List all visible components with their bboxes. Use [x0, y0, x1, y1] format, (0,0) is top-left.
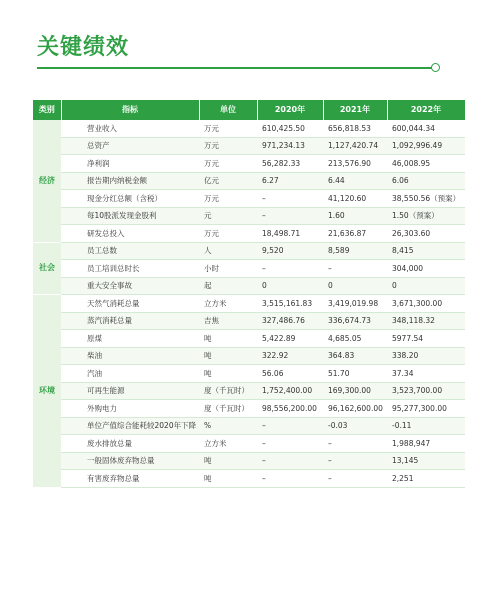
header-2020: 2020年 — [257, 100, 323, 120]
table-row — [33, 137, 465, 155]
table-row — [33, 155, 465, 173]
unit-cell: 度（千瓦时） — [199, 400, 257, 418]
value-2022-cell: 600,044.34 — [387, 120, 465, 137]
indicator-cell: 废水排放总量 — [61, 435, 199, 453]
category-cell-environmental: 环境 — [33, 295, 61, 488]
value-2020-cell: – — [257, 260, 323, 278]
table-row — [33, 277, 465, 295]
page-title: 关键绩效 — [37, 35, 130, 60]
value-2022-cell: 2,251 — [387, 470, 465, 488]
value-2020-cell: 98,556,200.00 — [257, 400, 323, 418]
table-row — [33, 470, 465, 488]
value-2020-cell: 5,422.89 — [257, 330, 323, 348]
unit-cell: 万元 — [199, 225, 257, 243]
table-row — [33, 260, 465, 278]
value-2021-cell: 51.70 — [323, 365, 387, 383]
value-2020-cell: – — [257, 207, 323, 225]
indicator-cell: 柴油 — [61, 347, 199, 365]
indicator-cell: 一般固体废弃物总量 — [61, 452, 199, 470]
table-row — [33, 120, 465, 137]
value-2022-cell: 8,415 — [387, 242, 465, 260]
value-2021-cell: 656,818.53 — [323, 120, 387, 137]
value-2020-cell: 9,520 — [257, 242, 323, 260]
value-2022-cell: 3,523,700.00 — [387, 382, 465, 400]
indicator-cell: 总资产 — [61, 137, 199, 155]
value-2020-cell: 322.92 — [257, 347, 323, 365]
value-2022-cell: 1,988,947 — [387, 435, 465, 453]
unit-cell: 立方米 — [199, 435, 257, 453]
unit-cell: 吨 — [199, 452, 257, 470]
header-category: 类别 — [33, 100, 61, 120]
table-row — [33, 312, 465, 330]
value-2022-cell: -0.11 — [387, 417, 465, 435]
value-2022-cell: 5977.54 — [387, 330, 465, 348]
header-2022: 2022年 — [387, 100, 465, 120]
unit-cell: 万元 — [199, 137, 257, 155]
value-2021-cell: 213,576.90 — [323, 155, 387, 173]
value-2022-cell: 1,092,996.49 — [387, 137, 465, 155]
unit-cell: 万元 — [199, 120, 257, 137]
value-2020-cell: 1,752,400.00 — [257, 382, 323, 400]
value-2021-cell: – — [323, 452, 387, 470]
unit-cell: 元 — [199, 207, 257, 225]
unit-cell: 人 — [199, 242, 257, 260]
value-2021-cell: – — [323, 260, 387, 278]
indicator-cell: 汽油 — [61, 365, 199, 383]
value-2020-cell: – — [257, 435, 323, 453]
value-2020-cell: 3,515,161.83 — [257, 295, 323, 313]
table-row — [33, 365, 465, 383]
indicator-cell: 员工总数 — [61, 242, 199, 260]
value-2021-cell: 0 — [323, 277, 387, 295]
table-row — [33, 452, 465, 470]
category-cell-economic: 经济 — [33, 120, 61, 242]
header-row — [33, 100, 465, 120]
indicator-cell: 有害废弃物总量 — [61, 470, 199, 488]
unit-cell: % — [199, 417, 257, 435]
indicator-cell: 每10股派发现金股利 — [61, 207, 199, 225]
value-2021-cell: – — [323, 470, 387, 488]
value-2021-cell: 41,120.60 — [323, 190, 387, 208]
value-2022-cell: 38,550.56（预案） — [387, 190, 465, 208]
value-2021-cell: 169,300.00 — [323, 382, 387, 400]
value-2022-cell: 46,008.95 — [387, 155, 465, 173]
title-divider-end-dot — [431, 63, 440, 72]
value-2021-cell: 4,685.05 — [323, 330, 387, 348]
indicator-cell: 重大安全事故 — [61, 277, 199, 295]
table-row — [33, 190, 465, 208]
value-2020-cell: – — [257, 417, 323, 435]
header-2021: 2021年 — [323, 100, 387, 120]
value-2021-cell: 364.83 — [323, 347, 387, 365]
header-indicator: 指标 — [61, 100, 199, 120]
value-2022-cell: 0 — [387, 277, 465, 295]
value-2020-cell: 18,498.71 — [257, 225, 323, 243]
value-2020-cell: – — [257, 190, 323, 208]
value-2020-cell: – — [257, 470, 323, 488]
indicator-cell: 天然气消耗总量 — [61, 295, 199, 313]
unit-cell: 万元 — [199, 190, 257, 208]
indicator-cell: 现金分红总额（含税） — [61, 190, 199, 208]
kpi-table — [33, 100, 466, 488]
table-row — [33, 435, 465, 453]
value-2021-cell: 21,636.87 — [323, 225, 387, 243]
value-2022-cell: 13,145 — [387, 452, 465, 470]
unit-cell: 吨 — [199, 347, 257, 365]
indicator-cell: 蒸汽消耗总量 — [61, 312, 199, 330]
indicator-cell: 外购电力 — [61, 400, 199, 418]
value-2020-cell: 971,234.13 — [257, 137, 323, 155]
table-row — [33, 400, 465, 418]
value-2020-cell: 56.06 — [257, 365, 323, 383]
value-2021-cell: 8,589 — [323, 242, 387, 260]
table-row — [33, 347, 465, 365]
indicator-cell: 报告期内纳税金额 — [61, 172, 199, 190]
value-2021-cell: 96,162,600.00 — [323, 400, 387, 418]
table-row — [33, 207, 465, 225]
table-row — [33, 382, 465, 400]
indicator-cell: 原煤 — [61, 330, 199, 348]
kpi-table-body — [33, 120, 465, 487]
category-cell-social: 社会 — [33, 242, 61, 295]
value-2021-cell: -0.03 — [323, 417, 387, 435]
unit-cell: 万元 — [199, 155, 257, 173]
value-2020-cell: 327,486.76 — [257, 312, 323, 330]
value-2020-cell: 0 — [257, 277, 323, 295]
table-row — [33, 330, 465, 348]
value-2020-cell: 56,282.33 — [257, 155, 323, 173]
value-2021-cell: – — [323, 435, 387, 453]
value-2022-cell: 6.06 — [387, 172, 465, 190]
value-2022-cell: 1.50（预案） — [387, 207, 465, 225]
value-2020-cell: – — [257, 452, 323, 470]
value-2021-cell: 336,674.73 — [323, 312, 387, 330]
header-unit: 单位 — [199, 100, 257, 120]
indicator-cell: 研发总投入 — [61, 225, 199, 243]
value-2021-cell: 1,127,420.74 — [323, 137, 387, 155]
value-2022-cell: 37.34 — [387, 365, 465, 383]
unit-cell: 度（千瓦时） — [199, 382, 257, 400]
unit-cell: 吨 — [199, 470, 257, 488]
indicator-cell: 营业收入 — [61, 120, 199, 137]
unit-cell: 小时 — [199, 260, 257, 278]
value-2020-cell: 6.27 — [257, 172, 323, 190]
kpi-table-header — [33, 100, 465, 120]
indicator-cell: 单位产值综合能耗较2020年下降 — [61, 417, 199, 435]
value-2022-cell: 26,303.60 — [387, 225, 465, 243]
table-row — [33, 417, 465, 435]
value-2021-cell: 6.44 — [323, 172, 387, 190]
table-row — [33, 172, 465, 190]
table-row — [33, 295, 465, 313]
value-2021-cell: 1.60 — [323, 207, 387, 225]
title-divider — [37, 67, 433, 69]
value-2020-cell: 610,425.50 — [257, 120, 323, 137]
value-2022-cell: 3,671,300.00 — [387, 295, 465, 313]
table-row — [33, 242, 465, 260]
value-2022-cell: 348,118.32 — [387, 312, 465, 330]
unit-cell: 吉焦 — [199, 312, 257, 330]
table-row — [33, 225, 465, 243]
value-2022-cell: 304,000 — [387, 260, 465, 278]
indicator-cell: 可再生能源 — [61, 382, 199, 400]
value-2022-cell: 95,277,300.00 — [387, 400, 465, 418]
unit-cell: 起 — [199, 277, 257, 295]
indicator-cell: 净利润 — [61, 155, 199, 173]
unit-cell: 立方米 — [199, 295, 257, 313]
indicator-cell: 员工培训总时长 — [61, 260, 199, 278]
unit-cell: 亿元 — [199, 172, 257, 190]
value-2021-cell: 3,419,019.98 — [323, 295, 387, 313]
value-2022-cell: 338.20 — [387, 347, 465, 365]
unit-cell: 吨 — [199, 365, 257, 383]
unit-cell: 吨 — [199, 330, 257, 348]
